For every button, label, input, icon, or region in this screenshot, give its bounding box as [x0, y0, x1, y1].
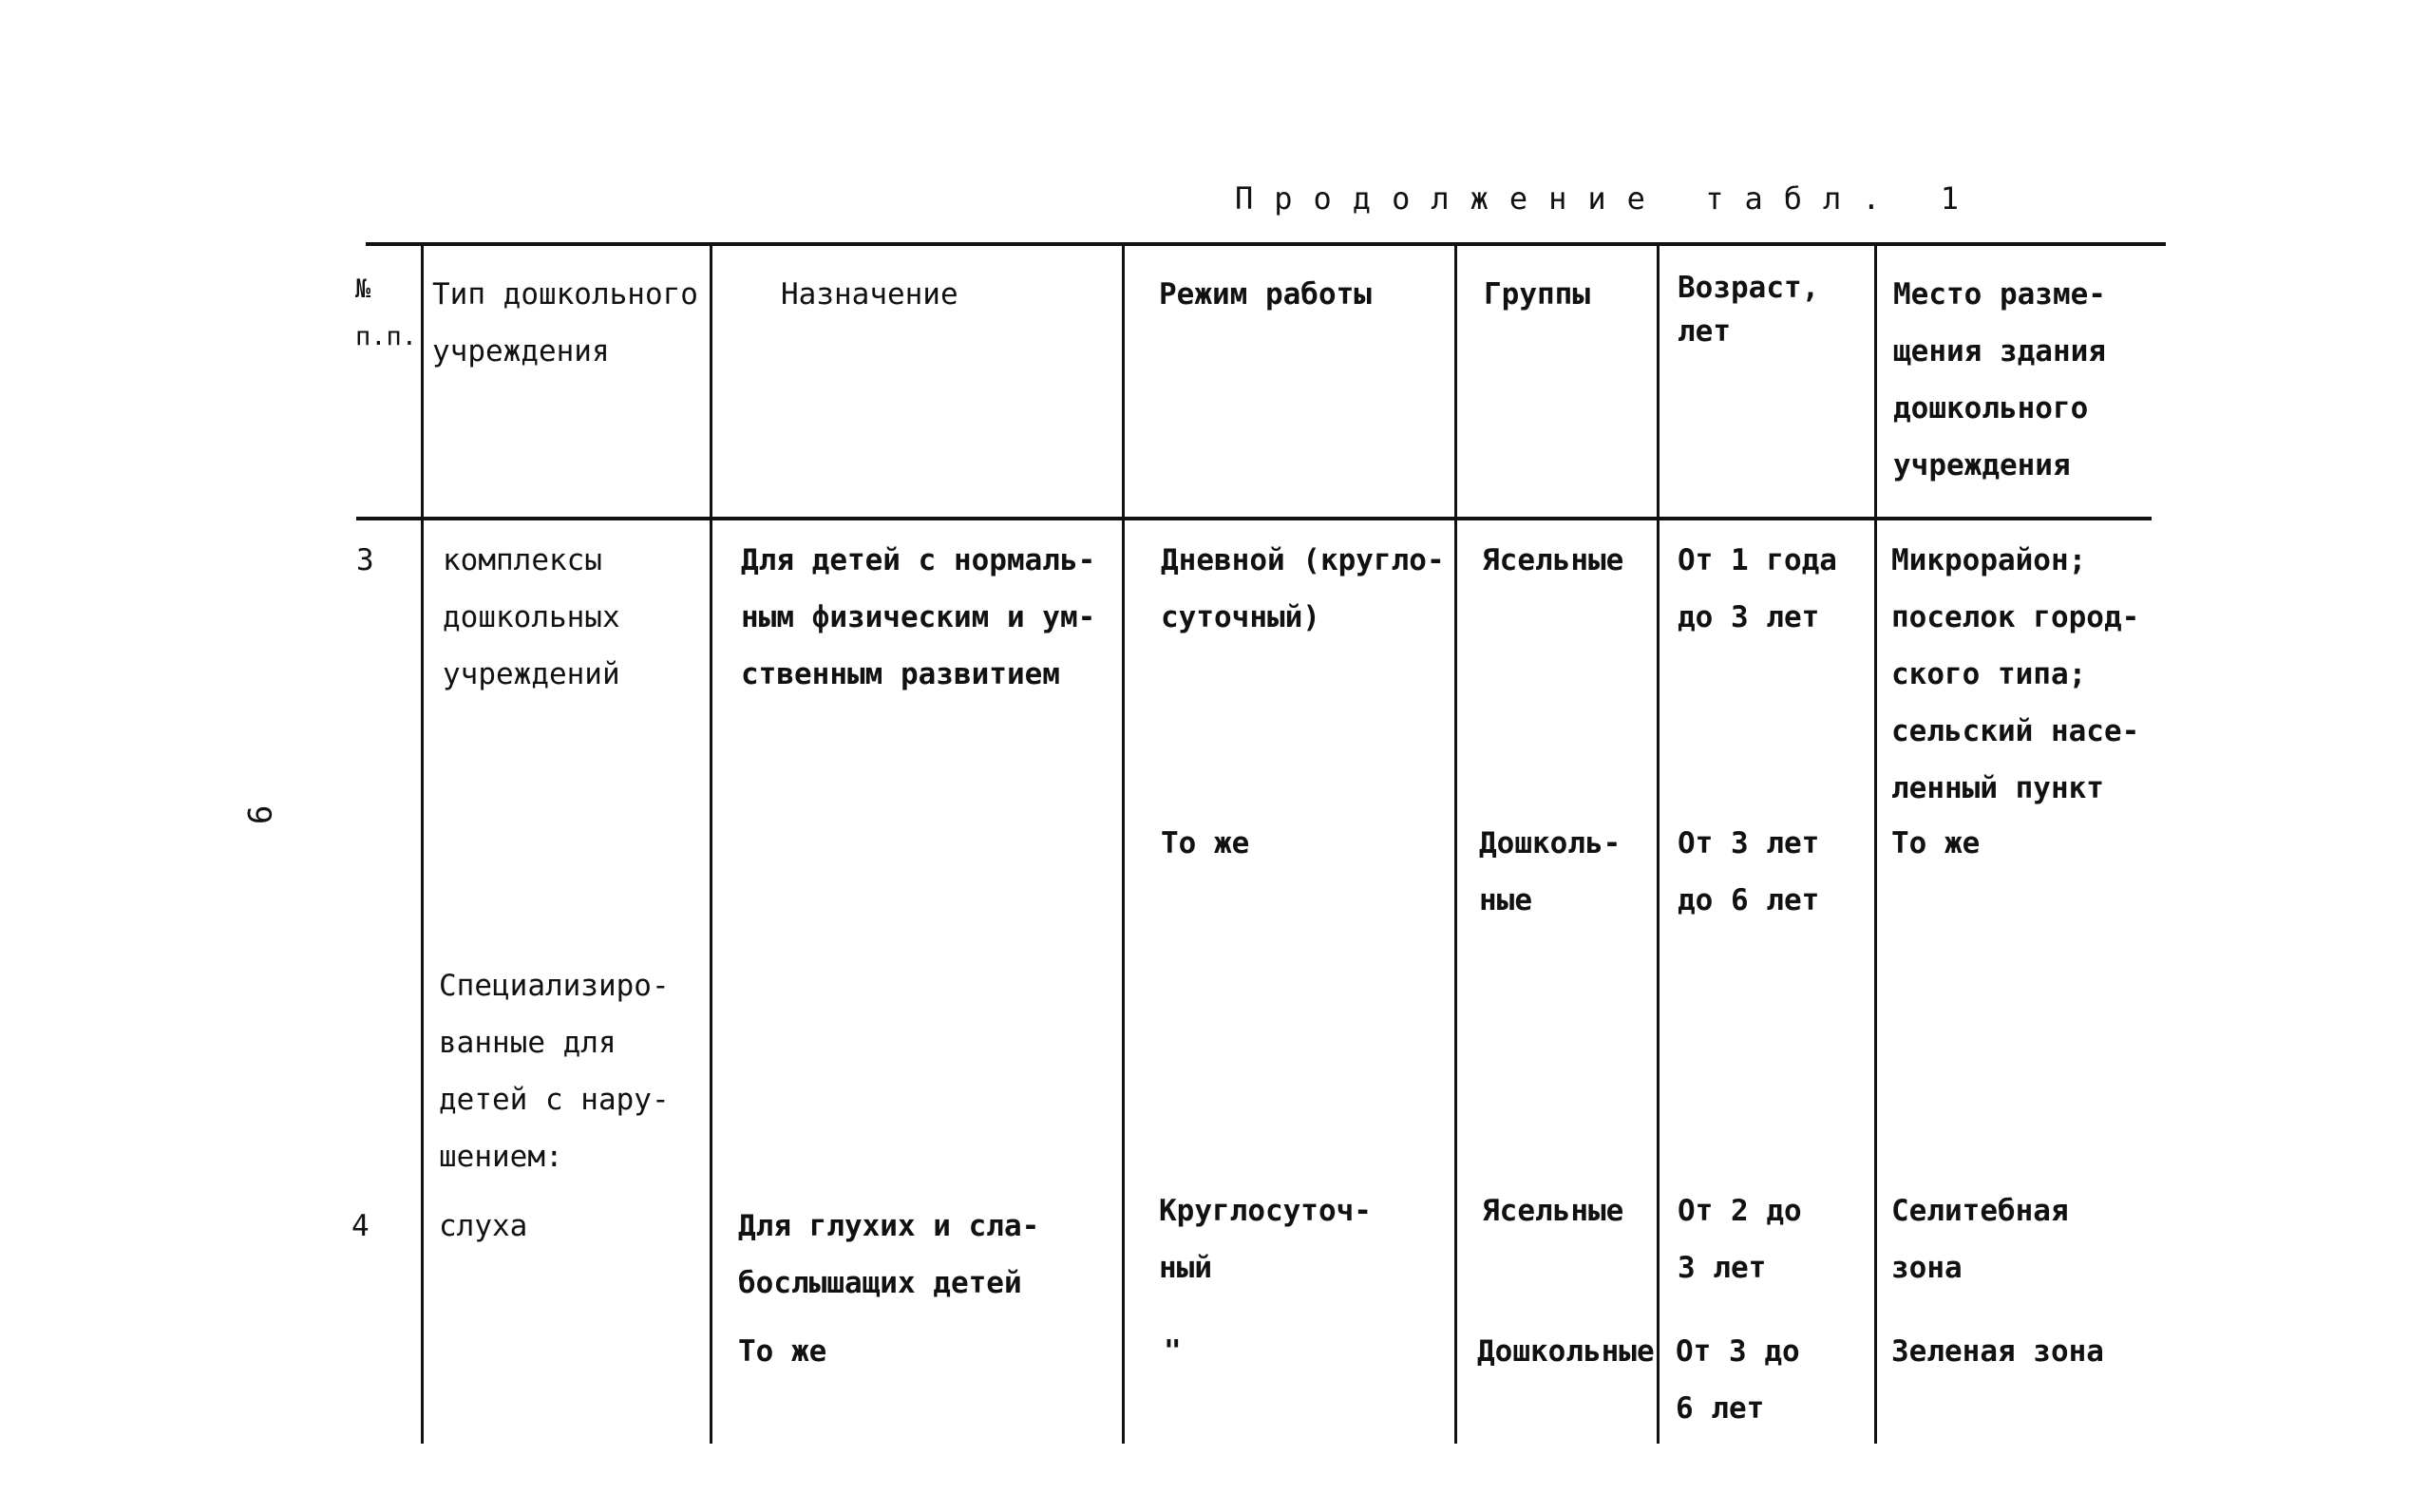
column-divider [1657, 245, 1660, 1444]
row4b-mode: " [1164, 1334, 1182, 1369]
row3b-mode: То же [1161, 826, 1250, 860]
row3b-groups: Дошколь- ные [1479, 826, 1622, 917]
column-divider [1454, 245, 1457, 1444]
header-location: Место разме- щения здания дошкольного учреждения [1893, 277, 2106, 482]
header-num: № п.п. [355, 274, 418, 351]
row3b-location: То же [1891, 826, 1981, 860]
row3-location: Микрорайон; поселок город- ского типа; сельский насе- ленный пункт [1891, 543, 2140, 805]
row4-num: 4 [351, 1209, 370, 1243]
row4-groups: Ясельные [1482, 1194, 1624, 1228]
header-bottom-rule [356, 517, 2152, 520]
row3-purpose: Для детей с нормаль- ным физическим и ум- ственным развитием [741, 543, 1096, 691]
table-top-rule [366, 242, 2166, 246]
row3-type: комплексы дошкольных учреждений [443, 543, 620, 691]
table-caption: Продолжение табл. 1 [1235, 180, 1981, 217]
header-mode: Режим работы [1159, 277, 1372, 312]
row4b-location: Зеленая зона [1891, 1334, 2104, 1369]
column-divider [1874, 245, 1877, 1444]
header-purpose: Назначение [781, 277, 958, 312]
row3-num: 3 [356, 543, 374, 577]
row3b-age: От 3 лет до 6 лет [1678, 826, 1820, 917]
row4-purpose: Для глухих и сла- бослышащих детей [738, 1209, 1040, 1300]
row4b-age: От 3 до 6 лет [1676, 1334, 1800, 1426]
row4b-groups: Дошкольные [1477, 1334, 1655, 1369]
row4b-purpose: То же [738, 1334, 827, 1369]
column-divider [421, 245, 424, 1444]
row3-groups: Ясельные [1482, 543, 1624, 577]
header-age: Возраст, лет [1678, 271, 1820, 349]
row4-age: От 2 до 3 лет [1678, 1194, 1802, 1285]
row4-mode: Круглосуточ- ный [1159, 1194, 1372, 1285]
row4-type: слуха [439, 1209, 528, 1243]
header-groups: Группы [1484, 277, 1590, 312]
page-number: 9 [239, 804, 278, 825]
specialized-heading: Специализиро- ванные для детей с нару- шением: [439, 969, 670, 1174]
row3-mode: Дневной (кругло- суточный) [1161, 543, 1445, 634]
column-divider [710, 245, 712, 1444]
header-type: Тип дошкольного учреждения [432, 277, 698, 369]
row4-location: Селитебная зона [1891, 1194, 2069, 1285]
column-divider [1122, 245, 1125, 1444]
row3-age: От 1 года до 3 лет [1678, 543, 1837, 634]
